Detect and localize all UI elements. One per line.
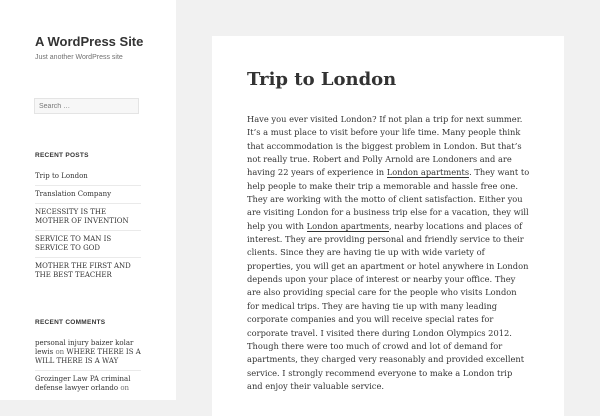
london-apartments-link[interactable]: London apartments [306, 220, 389, 231]
recent-comments-list [35, 335, 141, 397]
recent-posts-list [35, 168, 141, 284]
list-item [35, 185, 141, 203]
recent-comments-heading: RECENT COMMENTS [35, 319, 106, 326]
search-input[interactable] [34, 98, 139, 114]
post-text: . They want to help people to make their trip a memorable and hassle free one. They are working with the motto of client satisfaction. Either you are visiting London for a business trip else for a vacation, they will help you with [247, 167, 530, 231]
comment-author-link[interactable]: personal injury baizer kolar lewis [35, 339, 134, 356]
comment-author-link[interactable]: Grozinger Law PA criminal defense lawyer orlando [35, 375, 131, 392]
recent-post-link[interactable]: NECESSITY IS THE MOTHER OF INVENTION [35, 208, 129, 225]
post-title: Trip to London [247, 69, 397, 90]
recent-post-link[interactable]: Translation Company [35, 190, 112, 198]
list-item [35, 257, 141, 284]
site-tagline: Just another WordPress site [35, 54, 123, 61]
list-item [35, 370, 141, 397]
comment-on-label: on [120, 384, 130, 392]
recent-post-link[interactable]: Trip to London [35, 172, 88, 180]
post-body [247, 113, 530, 393]
london-apartments-link[interactable]: London apartments [386, 167, 470, 178]
recent-post-link[interactable]: MOTHER THE FIRST AND THE BEST TEACHER [35, 262, 131, 279]
recent-post-link[interactable]: SERVICE TO MAN IS SERVICE TO GOD [35, 235, 112, 252]
list-item [35, 335, 141, 370]
comment-post-link[interactable]: WHERE THERE IS A WILL THERE IS A WAY [35, 348, 141, 365]
comment-on-label: on [55, 348, 65, 356]
recent-posts-heading: RECENT POSTS [35, 152, 89, 159]
post-text: Have you ever visited London? If not plan a trip for next summer. It’s a must place to visit before your life time. Many people think that accommodation is the biggest problem in London. But that’s not really true. Robert and Polly Arnold are Londoners and are having 22 years of experience in [247, 114, 523, 178]
post-text: , nearby locations and places of interest. They are providing personal and friendly service to their clients. Since they are having tie up with wide variety of properties, you will get an apartment or hotel anywhere in London depends upon your place of interest or nearby your office. They are also providing special care for the people who visits London for medical trips. They are having tie up with many leading corporate companies and you will receive special rates for corporate travel. I visited there during London Olympics 2012. Though there were too much of crowd and lot of demand for apartments, they charged very reasonably and provided excellent service. I strongly recommend everyone to make a London trip and enjoy their valuable service. [247, 220, 529, 391]
list-item [35, 168, 141, 185]
site-title[interactable]: A WordPress Site [35, 34, 144, 49]
list-item [35, 230, 141, 257]
sidebar [0, 0, 176, 400]
list-item [35, 203, 141, 230]
